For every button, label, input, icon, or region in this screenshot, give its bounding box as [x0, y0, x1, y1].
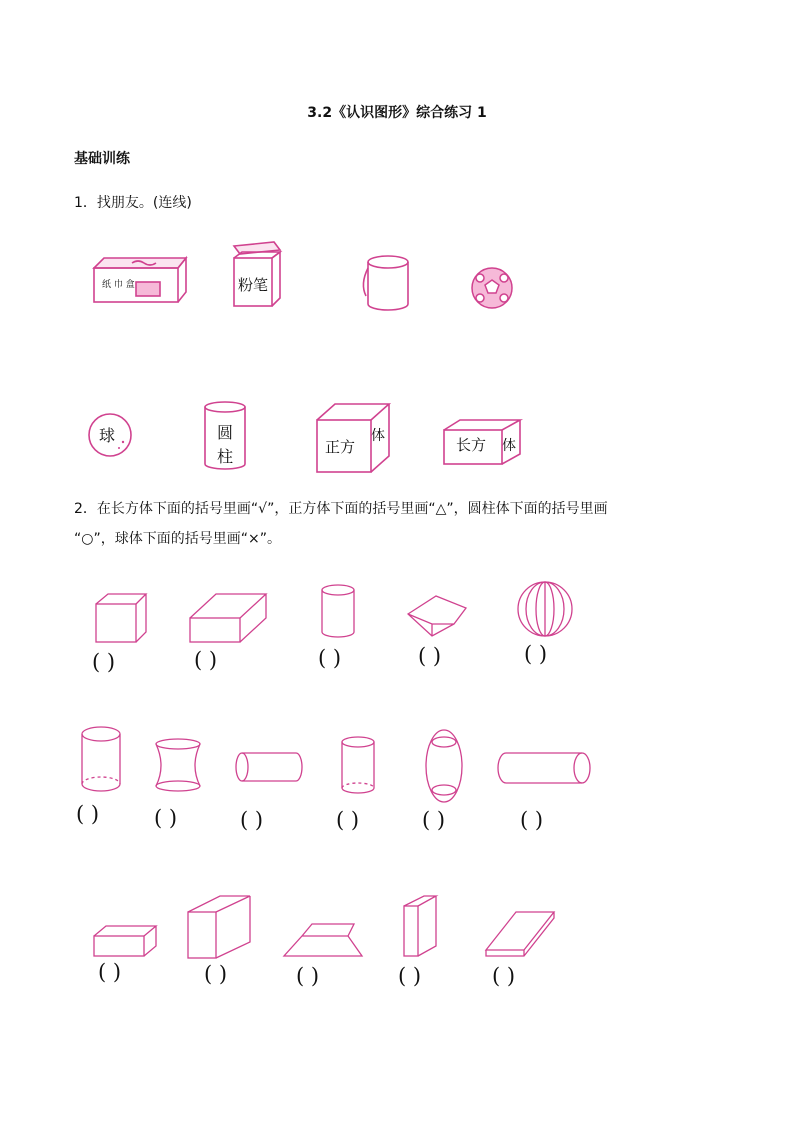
cylinder-label-1: 圆: [217, 423, 234, 442]
q2-answer-13[interactable]: ( ): [204, 962, 228, 986]
q2-shape-12-flat-cuboid: [92, 924, 158, 958]
q2-answer-2[interactable]: ( ): [194, 648, 218, 672]
question-2-text-line-1: 2．在长方体下面的括号里画“√”，正方体下面的括号里画“△”，圆柱体下面的括号里画: [74, 501, 608, 517]
question-2-text-line-2: “○”，球体下面的括号里画“×”。: [74, 531, 281, 547]
cube-figure[interactable]: [315, 402, 393, 474]
q2-answer-12[interactable]: ( ): [98, 960, 122, 984]
cuboid-label-side: 体: [502, 438, 516, 454]
cuboid-label-front: 长方: [456, 436, 487, 454]
q2-answer-10[interactable]: ( ): [422, 808, 446, 832]
q2-shape-9-cylinder: [340, 736, 376, 796]
q2-answer-11[interactable]: ( ): [520, 808, 544, 832]
chalk-box-label: 粉笔: [238, 276, 269, 294]
cube-label-side: 体: [371, 428, 385, 444]
q2-answer-5[interactable]: ( ): [524, 642, 548, 666]
bucket-picture[interactable]: [358, 254, 412, 312]
tissue-box-picture[interactable]: [92, 254, 188, 304]
q2-shape-10-barrel: [424, 728, 464, 804]
q2-shape-1-cube: [94, 592, 148, 644]
q2-shape-5-ball: [516, 580, 574, 638]
q2-shape-11-long-cylinder: [496, 750, 592, 786]
chalk-box-picture[interactable]: [230, 240, 286, 308]
q2-answer-16[interactable]: ( ): [492, 964, 516, 988]
q2-shape-13-tall-cuboid: [186, 894, 252, 960]
sphere-figure[interactable]: [87, 412, 133, 458]
cylinder-label-2: 柱: [217, 447, 234, 466]
q2-answer-3[interactable]: ( ): [318, 646, 342, 670]
section-heading: 基础训练: [74, 151, 130, 167]
tissue-box-label: 纸 巾 盒: [102, 280, 135, 290]
q2-shape-14-trapezoid-prism: [282, 922, 364, 958]
q2-shape-3-cylinder: [320, 584, 356, 640]
q2-answer-6[interactable]: ( ): [76, 802, 100, 826]
cuboid-figure[interactable]: [442, 418, 524, 466]
question-1-text: 1．找朋友。(连线): [74, 195, 192, 211]
q2-answer-9[interactable]: ( ): [336, 808, 360, 832]
q2-answer-15[interactable]: ( ): [398, 964, 422, 988]
q2-answer-1[interactable]: ( ): [92, 650, 116, 674]
q2-answer-7[interactable]: ( ): [154, 806, 178, 830]
sphere-label: 球: [99, 426, 116, 445]
q2-shape-16-thin-slab: [484, 910, 556, 960]
soccer-ball-picture[interactable]: [470, 266, 514, 310]
q2-answer-8[interactable]: ( ): [240, 808, 264, 832]
q2-shape-4-tilted-cube: [406, 594, 468, 638]
q2-answer-14[interactable]: ( ): [296, 964, 320, 988]
q2-shape-7-spool: [154, 738, 202, 792]
q2-shape-2-cuboid: [188, 592, 268, 644]
q2-shape-8-horizontal-cylinder: [234, 750, 304, 784]
page-title: 3.2《认识图形》综合练习 1: [307, 105, 487, 121]
q2-answer-4[interactable]: ( ): [418, 644, 442, 668]
cube-label-front: 正方: [325, 438, 356, 456]
cylinder-figure[interactable]: [202, 400, 248, 472]
q2-shape-15-thin-tall-cuboid: [402, 894, 438, 958]
q2-shape-6-cylinder: [80, 726, 122, 794]
